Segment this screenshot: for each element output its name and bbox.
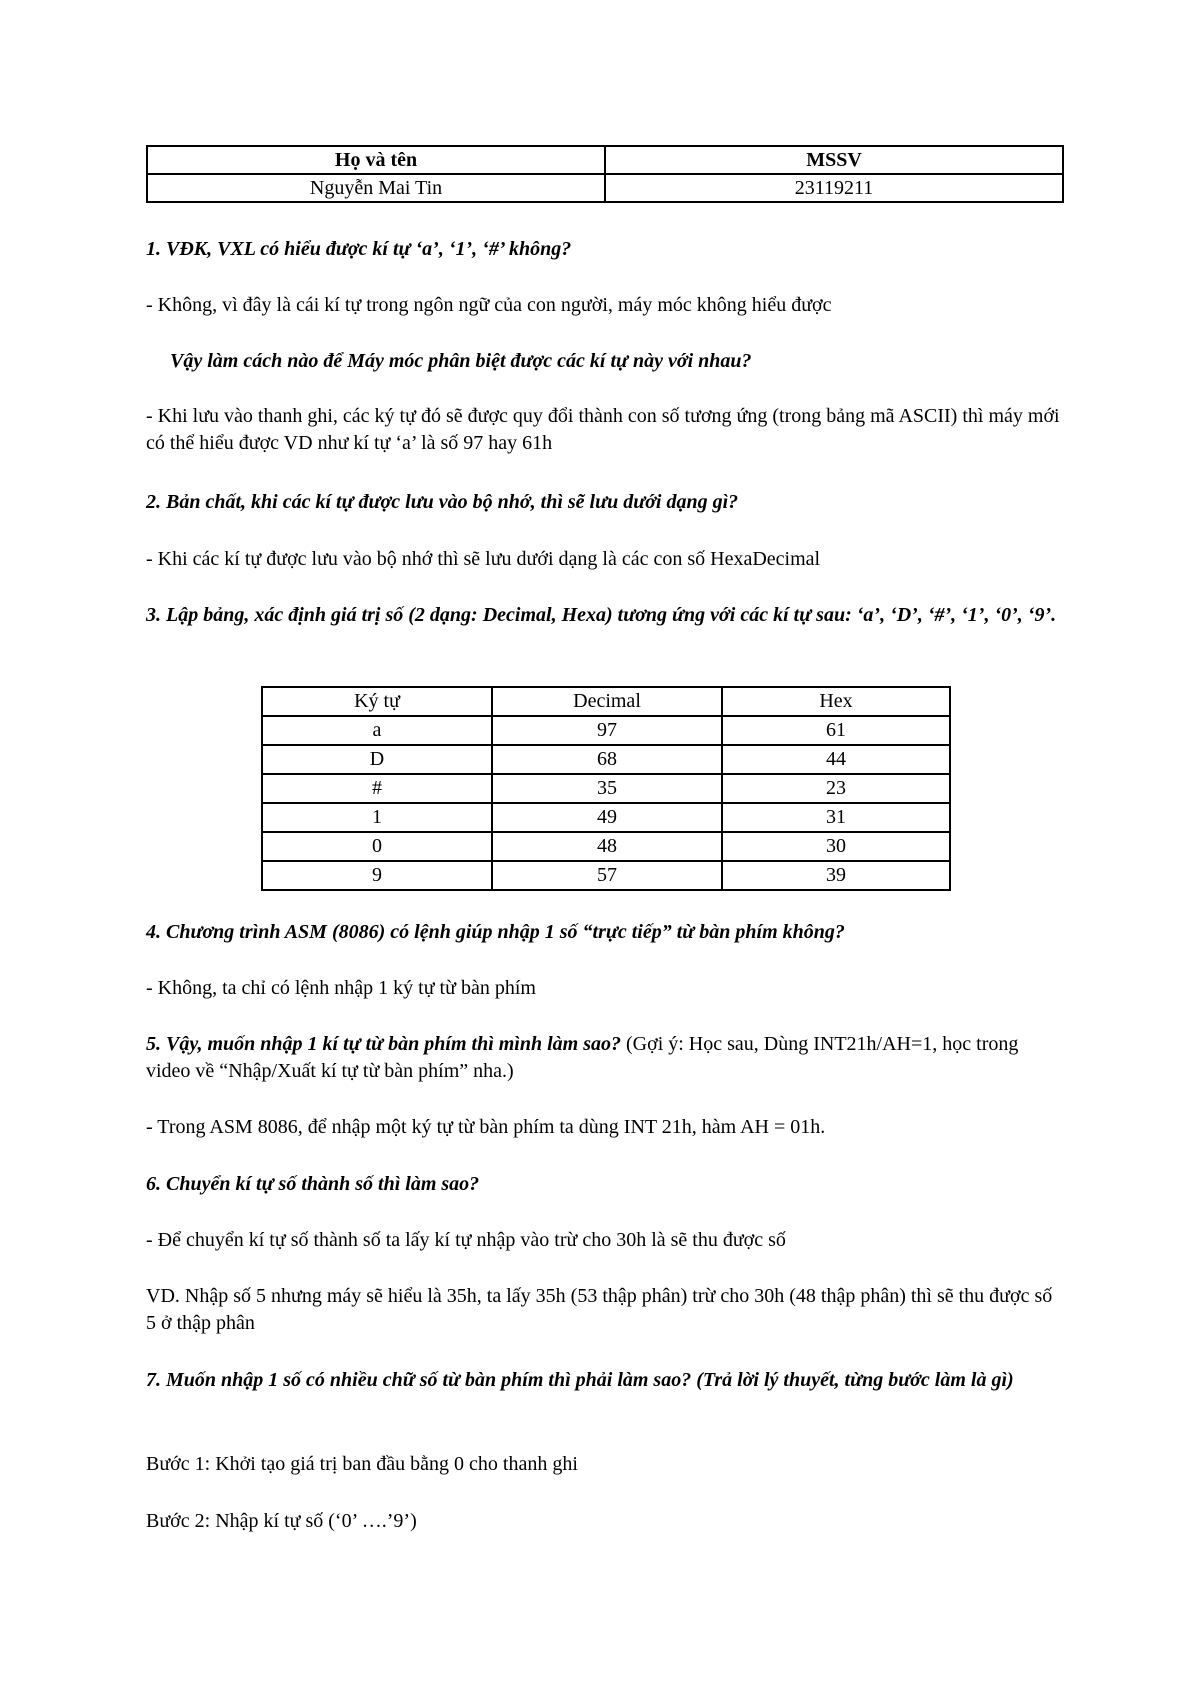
hex-cell: 31 bbox=[722, 803, 950, 832]
decimal-cell: 57 bbox=[492, 861, 722, 890]
answer-2: - Khi các kí tự được lưu vào bộ nhớ thì sẽ lưu dưới dạng là các con số HexaDecimal bbox=[146, 548, 821, 570]
student-id-header: MSSV bbox=[605, 146, 1063, 174]
question-3: 3. Lập bảng, xác định giá trị số (2 dạng: Decimal, Hexa) tương ứng với các kí tự sau: ‘a’, ‘D’, ‘#’, ‘1’, ‘0’, ‘9’. bbox=[146, 604, 1057, 626]
question-7: 7. Muốn nhập 1 số có nhiều chữ số từ bàn phím thì phải làm sao? (Trả lời lý thuyết, từng bước làm là gì) bbox=[146, 1369, 1014, 1391]
question-2: 2. Bản chất, khi các kí tự được lưu vào bộ nhớ, thì sẽ lưu dưới dạng gì? bbox=[146, 491, 739, 513]
table-row bbox=[262, 774, 950, 803]
ascii-header-row bbox=[262, 687, 950, 716]
question-1: 1. VĐK, VXL có hiểu được kí tự ‘a’, ‘1’, ‘#’ không? bbox=[146, 238, 572, 260]
table-row bbox=[262, 716, 950, 745]
char-cell: 1 bbox=[262, 803, 492, 832]
char-cell: 9 bbox=[262, 861, 492, 890]
decimal-cell: 97 bbox=[492, 716, 722, 745]
hex-cell: 39 bbox=[722, 861, 950, 890]
answer-6-example: VD. Nhập số 5 nhưng máy sẽ hiểu là 35h, ta lấy 35h (53 thập phân) trừ cho 30h (48 thập phân) thì sẽ thu được số 5 ở thập phân bbox=[146, 1285, 1053, 1334]
decimal-cell: 49 bbox=[492, 803, 722, 832]
answer-6: - Để chuyển kí tự số thành số ta lấy kí tự nhập vào trừ cho 30h là sẽ thu được số bbox=[146, 1229, 786, 1251]
ascii-table bbox=[261, 686, 951, 891]
hex-header: Hex bbox=[722, 687, 950, 716]
decimal-cell: 48 bbox=[492, 832, 722, 861]
step-1: Bước 1: Khởi tạo giá trị ban đầu bằng 0 cho thanh ghi bbox=[146, 1453, 578, 1475]
student-id: 23119211 bbox=[605, 174, 1063, 202]
step-2: Bước 2: Nhập kí tự số (‘0’ ….’9’) bbox=[146, 1510, 417, 1532]
question-6: 6. Chuyển kí tự số thành số thì làm sao? bbox=[146, 1173, 480, 1195]
char-cell: a bbox=[262, 716, 492, 745]
student-info-table bbox=[146, 145, 1064, 203]
question-4: 4. Chương trình ASM (8086) có lệnh giúp nhập 1 số “trực tiếp” từ bàn phím không? bbox=[146, 921, 845, 943]
char-cell: 0 bbox=[262, 832, 492, 861]
decimal-cell: 35 bbox=[492, 774, 722, 803]
answer-1b: - Khi lưu vào thanh ghi, các ký tự đó sẽ được quy đổi thành con số tương ứng (trong bảng mã ASCII) thì máy mới có thể hiểu được VD như kí tự ‘a’ là số 97 hay 61h bbox=[146, 405, 1060, 454]
char-cell: D bbox=[262, 745, 492, 774]
table-row bbox=[262, 745, 950, 774]
table-row bbox=[262, 832, 950, 861]
question-5: 5. Vậy, muốn nhập 1 kí tự từ bàn phím thì mình làm sao? bbox=[146, 1033, 622, 1055]
answer-5: - Trong ASM 8086, để nhập một ký tự từ bàn phím ta dùng INT 21h, hàm AH = 01h. bbox=[146, 1116, 826, 1138]
question-5-block bbox=[146, 1031, 1066, 1085]
hex-cell: 23 bbox=[722, 774, 950, 803]
student-info-row bbox=[147, 174, 1063, 202]
question-5-hint: (Gợi ý: Học sau, Dùng INT21h/AH=1, học trong video về “Nhập/Xuất kí tự từ bàn phím” nha.) bbox=[146, 1033, 1019, 1082]
question-1b: Vậy làm cách nào để Máy móc phân biệt được các kí tự này với nhau? bbox=[170, 350, 752, 372]
char-header: Ký tự bbox=[262, 687, 492, 716]
table-row bbox=[262, 803, 950, 832]
char-cell: # bbox=[262, 774, 492, 803]
hex-cell: 30 bbox=[722, 832, 950, 861]
student-name: Nguyễn Mai Tin bbox=[147, 174, 605, 202]
decimal-header: Decimal bbox=[492, 687, 722, 716]
answer-4: - Không, ta chỉ có lệnh nhập 1 ký tự từ bàn phím bbox=[146, 977, 536, 999]
answer-1: - Không, vì đây là cái kí tự trong ngôn ngữ của con người, máy móc không hiểu được bbox=[146, 294, 832, 316]
name-header: Họ và tên bbox=[147, 146, 605, 174]
student-info-header-row bbox=[147, 146, 1063, 174]
table-row bbox=[262, 861, 950, 890]
hex-cell: 61 bbox=[722, 716, 950, 745]
decimal-cell: 68 bbox=[492, 745, 722, 774]
hex-cell: 44 bbox=[722, 745, 950, 774]
